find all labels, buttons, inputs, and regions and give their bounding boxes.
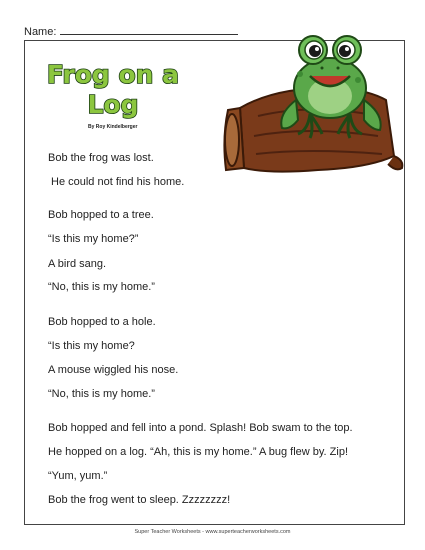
name-row: [24, 24, 238, 38]
story-line: A mouse wiggled his nose.: [48, 364, 179, 376]
story-line: Bob hopped to a hole.: [48, 316, 156, 328]
name-label: Name:: [24, 26, 57, 38]
story-line: Bob the frog went to sleep. Zzzzzzzz!: [48, 494, 231, 506]
story-line: “No, this is my home.”: [48, 388, 155, 400]
frog-on-log-illustration: [218, 18, 408, 198]
story-line: “No, this is my home.”: [48, 281, 155, 293]
story-line: “Is this my home?: [48, 340, 135, 352]
story-line: “Is this my home?”: [48, 233, 139, 245]
story-line: A bird sang.: [48, 258, 107, 270]
story-line: Bob hopped and fell into a pond. Splash! Bob swam to the top.: [48, 422, 353, 434]
story-line: Bob the frog was lost.: [48, 152, 154, 164]
title-line-1: Frog on a: [46, 60, 180, 89]
title-line-2: Log: [87, 90, 139, 119]
name-line[interactable]: [60, 24, 238, 35]
story-line: He could not find his home.: [51, 176, 185, 188]
byline: By Roy Kindelberger: [88, 124, 138, 130]
story-line: He hopped on a log. “Ah, this is my home.” A bug flew by. Zip!: [48, 446, 349, 458]
story-line: Bob hopped to a tree.: [48, 209, 154, 221]
title-graphic: [40, 57, 200, 119]
footer: Super Teacher Worksheets - www.superteacherworksheets.com: [134, 529, 291, 535]
story-line: “Yum, yum.”: [48, 470, 108, 482]
